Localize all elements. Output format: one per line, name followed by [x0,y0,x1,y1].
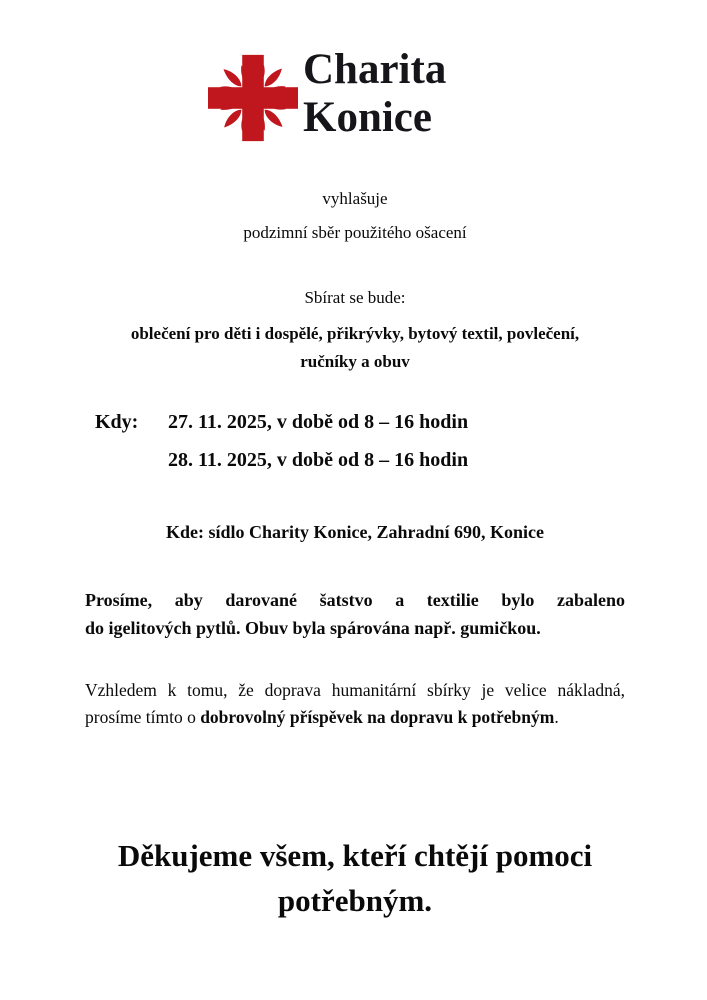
transport-note-line2-bold: dobrovolný příspěvek na dopravu k potřebným [200,707,555,727]
collect-items-line1: oblečení pro děti i dospělé, přikrývky, bytový textil, povlečení, [130,324,580,343]
transport-note [85,677,625,731]
brand-wordmark-line1: Charita [303,46,447,93]
collect-label: Sbírat se bude: [304,288,406,307]
thanks-heading: Děkujeme všem, kteří chtějí pomoci potřebným. [117,838,593,918]
transport-note-line2 [85,704,625,731]
transport-note-line2-suffix: . [554,707,559,727]
when-row-1 [85,411,625,449]
when-label: Kdy: [95,411,139,433]
when-date-2: 28. 11. 2025, v době od 8 – 16 hodin [168,449,469,471]
packing-note-line2: do igelitových pytlů. Obuv byla spárována např. gumičkou. [85,618,541,638]
transport-note-line1: Vzhledem k tomu, že doprava humanitární sbírky je velice nákladná, [85,680,625,700]
brand-wordmark-line2: Konice [303,94,432,141]
when-date-1: 27. 11. 2025, v době od 8 – 16 hodin [168,411,469,433]
collection-subtitle: podzimní sběr použitého ošacení [243,223,467,242]
announce-line: vyhlašuje [322,189,388,208]
where-line: Kde: sídlo Charity Konice, Zahradní 690, Konice [165,522,545,542]
packing-note [85,586,625,642]
transport-note-line2-prefix: prosíme tímto o [85,707,201,727]
caritas-flame-cross-icon [206,53,300,143]
when-row-2 [85,449,625,487]
collect-items [85,320,625,376]
packing-note-line1: Prosíme, aby darované šatstvo a textilie bylo zabaleno [85,590,625,610]
collect-items-line2: ručníky a obuv [300,352,410,371]
when-section [85,411,625,487]
brand-wordmark [303,46,446,142]
